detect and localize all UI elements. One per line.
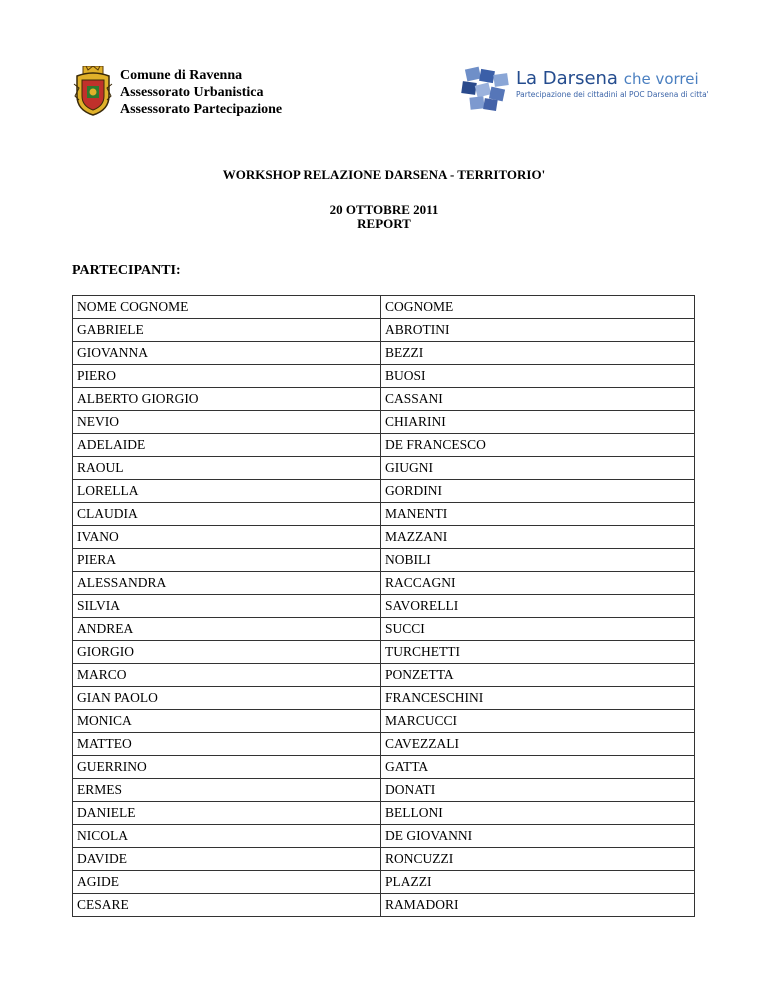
first-name-cell: ALESSANDRA (73, 572, 381, 595)
ravenna-crest-icon (73, 66, 113, 116)
last-name-cell: CAVEZZALI (381, 733, 695, 756)
header-cell-first-name: NOME COGNOME (73, 296, 381, 319)
last-name-cell: NOBILI (381, 549, 695, 572)
table-row (73, 457, 695, 480)
table-row (73, 779, 695, 802)
last-name-cell: SAVORELLI (381, 595, 695, 618)
first-name-cell: RAOUL (73, 457, 381, 480)
table-row (73, 595, 695, 618)
last-name-cell: PONZETTA (381, 664, 695, 687)
last-name-cell: RAMADORI (381, 894, 695, 917)
last-name-cell: DONATI (381, 779, 695, 802)
first-name-cell: ADELAIDE (73, 434, 381, 457)
first-name-cell: IVANO (73, 526, 381, 549)
table-row (73, 894, 695, 917)
table-row (73, 480, 695, 503)
table-row (73, 710, 695, 733)
last-name-cell: SUCCI (381, 618, 695, 641)
first-name-cell: GUERRINO (73, 756, 381, 779)
table-row (73, 733, 695, 756)
first-name-cell: DAVIDE (73, 848, 381, 871)
first-name-cell: DANIELE (73, 802, 381, 825)
first-name-cell: AGIDE (73, 871, 381, 894)
table-row (73, 664, 695, 687)
first-name-cell: GIOVANNA (73, 342, 381, 365)
first-name-cell: LORELLA (73, 480, 381, 503)
institution-line-1: Comune di Ravenna (120, 68, 243, 83)
table-row (73, 802, 695, 825)
logo-subtitle: Partecipazione dei cittadini al POC Darsena di citta' (516, 90, 709, 99)
table-row (73, 756, 695, 779)
first-name-cell: NEVIO (73, 411, 381, 434)
first-name-cell: CESARE (73, 894, 381, 917)
institution-block (120, 67, 282, 118)
document-date: 20 OTTOBRE 2011 (329, 202, 439, 217)
table-row (73, 342, 695, 365)
institution-line-2: Assessorato Urbanistica (120, 85, 264, 100)
darsena-logo (460, 66, 709, 112)
table-row (73, 641, 695, 664)
first-name-cell: CLAUDIA (73, 503, 381, 526)
participants-table (72, 295, 695, 917)
first-name-cell: PIERO (73, 365, 381, 388)
table-row (73, 388, 695, 411)
table-row (73, 411, 695, 434)
institution-line-3: Assessorato Partecipazione (120, 102, 283, 117)
last-name-cell: GIUGNI (381, 457, 695, 480)
table-row (73, 572, 695, 595)
table-row (73, 618, 695, 641)
table-row (73, 687, 695, 710)
table-row (73, 434, 695, 457)
first-name-cell: ANDREA (73, 618, 381, 641)
last-name-cell: MARCUCCI (381, 710, 695, 733)
last-name-cell: FRANCESCHINI (381, 687, 695, 710)
logo-title (516, 69, 699, 89)
first-name-cell: GIAN PAOLO (73, 687, 381, 710)
last-name-cell: CHIARINI (381, 411, 695, 434)
last-name-cell: ABROTINI (381, 319, 695, 342)
first-name-cell: ALBERTO GIORGIO (73, 388, 381, 411)
first-name-cell: NICOLA (73, 825, 381, 848)
last-name-cell: MANENTI (381, 503, 695, 526)
last-name-cell: MAZZANI (381, 526, 695, 549)
table-row (73, 549, 695, 572)
last-name-cell: PLAZZI (381, 871, 695, 894)
puzzle-pieces-icon (460, 66, 514, 112)
logo-title-secondary: che vorrei (623, 70, 699, 88)
table-row (73, 871, 695, 894)
last-name-cell: TURCHETTI (381, 641, 695, 664)
table-row (73, 365, 695, 388)
table-header-row (73, 296, 695, 319)
last-name-cell: BEZZI (381, 342, 695, 365)
last-name-cell: DE FRANCESCO (381, 434, 695, 457)
first-name-cell: MARCO (73, 664, 381, 687)
logo-title-main: La Darsena (516, 68, 618, 89)
last-name-cell: BELLONI (381, 802, 695, 825)
last-name-cell: RONCUZZI (381, 848, 695, 871)
first-name-cell: MATTEO (73, 733, 381, 756)
last-name-cell: DE GIOVANNI (381, 825, 695, 848)
table-row (73, 319, 695, 342)
last-name-cell: BUOSI (381, 365, 695, 388)
first-name-cell: MONICA (73, 710, 381, 733)
last-name-cell: CASSANI (381, 388, 695, 411)
table-row (73, 503, 695, 526)
table-row (73, 848, 695, 871)
first-name-cell: SILVIA (73, 595, 381, 618)
section-heading: PARTECIPANTI: (72, 263, 181, 278)
header-cell-last-name: COGNOME (381, 296, 695, 319)
document-subtitle: REPORT (357, 216, 411, 231)
first-name-cell: GABRIELE (73, 319, 381, 342)
table-row (73, 526, 695, 549)
table-row (73, 825, 695, 848)
last-name-cell: GORDINI (381, 480, 695, 503)
document-title: WORKSHOP RELAZIONE DARSENA - TERRITORIO' (222, 167, 546, 182)
first-name-cell: ERMES (73, 779, 381, 802)
first-name-cell: PIERA (73, 549, 381, 572)
first-name-cell: GIORGIO (73, 641, 381, 664)
last-name-cell: RACCAGNI (381, 572, 695, 595)
last-name-cell: GATTA (381, 756, 695, 779)
